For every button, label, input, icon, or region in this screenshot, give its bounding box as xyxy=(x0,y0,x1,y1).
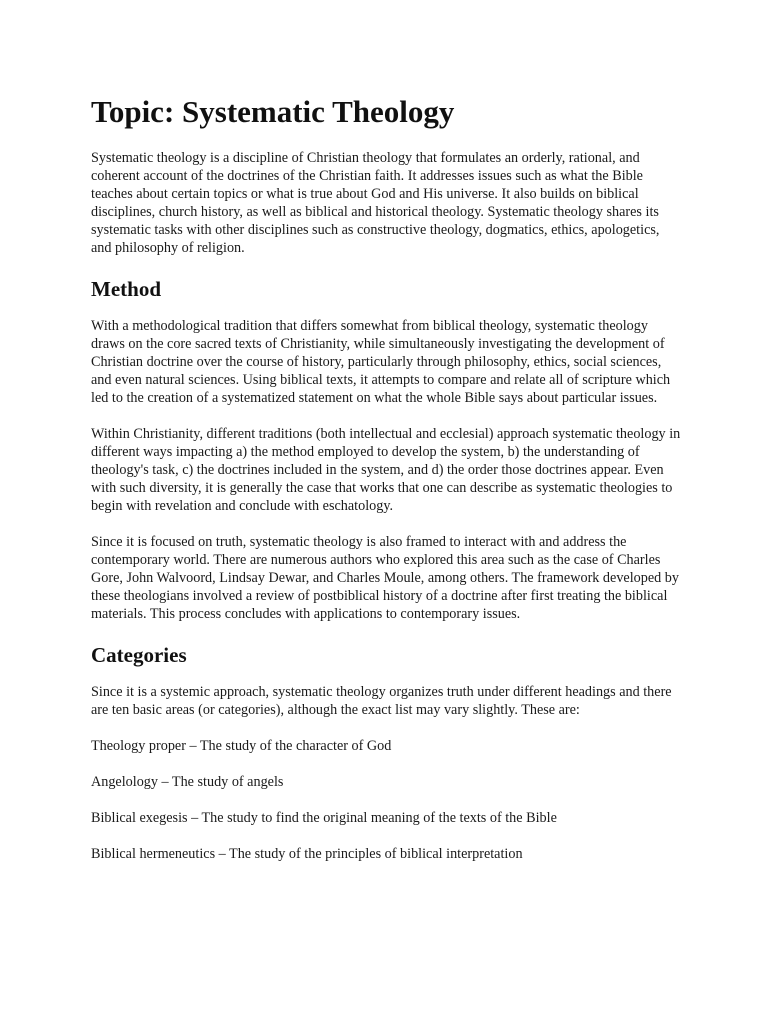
method-paragraph-1: With a methodological tradition that differs somewhat from biblical theology, systematic theology draws on the core sacred texts of Christianity, while simultaneously investigating the development of Christian doctrine over the course of history, particularly through philosophy, ethics, social sciences, and even natural sciences. Using biblical texts, it attempts to compare and relate all of scripture which led to the creation of a systematized statement on what the whole Bible says about particular issues. xyxy=(91,318,671,406)
method-heading: Method xyxy=(91,277,161,301)
intro-paragraph: Systematic theology is a discipline of Christian theology that formulates an orderly, rational, and coherent account of the doctrines of the Christian faith. It addresses issues such as what the Bible teaches about certain topics or what is true about God and His universe. It also builds on biblical disciplines, church history, as well as biblical and historical theology. Systematic theology shares its systematic tasks with other disciplines such as constructive theology, dogmatics, ethics, apologetics, and philosophy of religion. xyxy=(91,150,660,256)
category-item: Biblical exegesis – The study to find the original meaning of the texts of the Bible xyxy=(91,810,557,826)
method-section xyxy=(91,275,683,623)
page-title: Topic: Systematic Theology xyxy=(91,94,455,129)
category-item: Angelology – The study of angels xyxy=(91,774,284,790)
category-item: Biblical hermeneutics – The study of the principles of biblical interpretation xyxy=(91,846,523,862)
categories-section xyxy=(91,641,683,863)
document-page xyxy=(91,93,683,881)
method-paragraph-2: Within Christianity, different traditions (both intellectual and ecclesial) approach systematic theology in different ways impacting a) the method employed to develop the system, b) the understanding of theology's task, c) the doctrines included in the system, and d) the order those doctrines appear. Even with such diversity, it is generally the case that works that one can describe as systematic theologies to begin with revelation and conclude with eschatology. xyxy=(91,426,681,514)
categories-intro: Since it is a systemic approach, systematic theology organizes truth under different headings and there are ten basic areas (or categories), although the exact list may vary slightly. These are: xyxy=(91,684,672,718)
category-item: Theology proper – The study of the character of God xyxy=(91,738,392,754)
method-paragraph-3: Since it is focused on truth, systematic theology is also framed to interact with and address the contemporary world. There are numerous authors who explored this area such as the case of Charles Gore, John Walvoord, Lindsay Dewar, and Charles Moule, among others. The framework developed by these theologians involved a review of postbiblical history of a doctrine after first treating the biblical materials. This process concludes with applications to contemporary issues. xyxy=(91,534,679,622)
categories-heading: Categories xyxy=(91,643,187,667)
